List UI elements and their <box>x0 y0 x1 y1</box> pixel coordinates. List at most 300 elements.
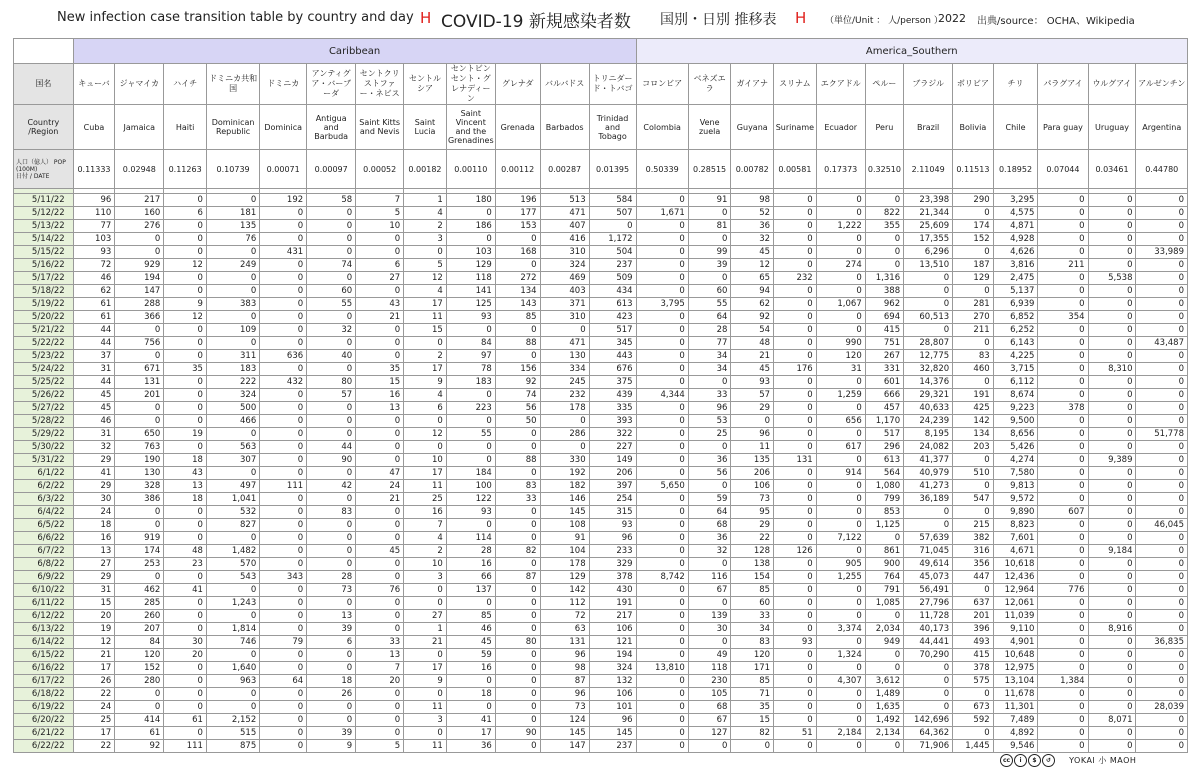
value-cell: 0 <box>404 415 447 428</box>
value-cell: 135 <box>206 220 259 233</box>
value-cell: 183 <box>446 376 495 389</box>
value-cell: 0 <box>446 597 495 610</box>
value-cell: 131 <box>540 636 589 649</box>
value-cell: 143 <box>495 298 540 311</box>
value-cell: 100 <box>446 480 495 493</box>
value-cell: 0 <box>164 662 207 675</box>
value-cell: 12 <box>404 272 447 285</box>
value-cell: 88 <box>495 454 540 467</box>
value-cell: 532 <box>206 506 259 519</box>
value-cell: 45 <box>731 363 774 376</box>
value-cell: 27 <box>404 610 447 623</box>
value-cell: 0 <box>115 402 164 415</box>
value-cell: 129 <box>540 571 589 584</box>
value-cell: 0 <box>774 246 817 259</box>
value-cell: 990 <box>816 337 865 350</box>
value-cell: 434 <box>589 285 636 298</box>
value-cell: 8,310 <box>1088 363 1136 376</box>
value-cell: 2,184 <box>816 727 865 740</box>
value-cell: 0 <box>1038 688 1088 701</box>
table-row <box>14 714 1188 727</box>
value-cell: 0 <box>446 519 495 532</box>
value-cell: 0 <box>206 467 259 480</box>
value-cell: 17 <box>404 363 447 376</box>
value-cell: 62 <box>73 285 115 298</box>
value-cell: 0 <box>206 194 259 207</box>
value-cell: 0 <box>164 610 207 623</box>
value-cell: 10 <box>356 220 404 233</box>
value-cell: 330 <box>540 454 589 467</box>
value-cell: 2 <box>404 220 447 233</box>
value-cell: 0 <box>816 519 865 532</box>
date-cell: 5/11/22 <box>14 194 74 207</box>
value-cell: 822 <box>865 207 903 220</box>
value-cell: 776 <box>1038 584 1088 597</box>
table-row <box>14 675 1188 688</box>
value-cell: 0 <box>1088 480 1136 493</box>
value-cell: 1,172 <box>589 233 636 246</box>
country-jp-header: セントルシア <box>404 64 447 105</box>
value-cell: 0 <box>1088 740 1136 753</box>
value-cell: 0 <box>356 324 404 337</box>
value-cell: 48 <box>731 337 774 350</box>
value-cell: 17 <box>73 662 115 675</box>
value-cell: 22 <box>73 688 115 701</box>
value-cell: 3 <box>404 233 447 246</box>
country-en-header: Vene zuela <box>688 105 731 150</box>
value-cell: 0 <box>865 246 903 259</box>
value-cell: 70,290 <box>904 649 953 662</box>
value-cell: 233 <box>589 545 636 558</box>
value-cell: 431 <box>260 246 307 259</box>
value-cell: 0 <box>307 220 356 233</box>
value-cell: 0 <box>1038 207 1088 220</box>
value-cell: 78 <box>446 363 495 376</box>
value-cell: 0 <box>774 376 817 389</box>
value-cell: 471 <box>540 207 589 220</box>
value-cell: 0 <box>260 454 307 467</box>
value-cell: 32,820 <box>904 363 953 376</box>
value-cell: 76 <box>356 584 404 597</box>
value-cell: 0 <box>495 675 540 688</box>
value-cell: 0 <box>495 649 540 662</box>
value-cell: 147 <box>115 285 164 298</box>
value-cell: 617 <box>816 441 865 454</box>
value-cell: 43 <box>164 467 207 480</box>
value-cell: 0 <box>1088 597 1136 610</box>
value-cell: 2,475 <box>993 272 1038 285</box>
value-cell: 0 <box>953 454 994 467</box>
value-cell: 32 <box>73 441 115 454</box>
value-cell: 0 <box>260 337 307 350</box>
value-cell: 24,239 <box>904 415 953 428</box>
value-cell: 55 <box>688 298 731 311</box>
value-cell: 56 <box>688 467 731 480</box>
value-cell: 237 <box>589 259 636 272</box>
value-cell: 88 <box>495 337 540 350</box>
value-cell: 0 <box>307 545 356 558</box>
value-cell: 18 <box>446 688 495 701</box>
value-cell: 0 <box>356 441 404 454</box>
date-cell: 5/18/22 <box>14 285 74 298</box>
value-cell: 0 <box>1088 519 1136 532</box>
value-cell: 382 <box>953 532 994 545</box>
value-cell: 191 <box>953 389 994 402</box>
value-cell: 0 <box>731 740 774 753</box>
country-en-header: Guyana <box>731 105 774 150</box>
value-cell: 0 <box>495 441 540 454</box>
value-cell: 126 <box>774 545 817 558</box>
value-cell: 12,964 <box>993 584 1038 597</box>
value-cell: 0 <box>206 246 259 259</box>
table-row <box>14 688 1188 701</box>
value-cell: 0 <box>953 246 994 259</box>
population-header: 0.00182 <box>404 150 447 189</box>
value-cell: 1,445 <box>953 740 994 753</box>
value-cell: 0 <box>307 246 356 259</box>
value-cell: 0 <box>816 545 865 558</box>
value-cell: 42 <box>307 480 356 493</box>
table-row <box>14 701 1188 714</box>
value-cell: 0 <box>1136 623 1188 636</box>
value-cell: 0 <box>774 194 817 207</box>
value-cell: 4,344 <box>636 389 688 402</box>
value-cell: 0 <box>495 584 540 597</box>
value-cell: 439 <box>589 389 636 402</box>
cc-icon: cc <box>1000 754 1013 767</box>
value-cell: 0 <box>115 519 164 532</box>
table-row <box>14 402 1188 415</box>
date-cell: 6/4/22 <box>14 506 74 519</box>
value-cell: 9,890 <box>993 506 1038 519</box>
value-cell: 0 <box>636 558 688 571</box>
value-cell: 52 <box>731 207 774 220</box>
value-cell: 0 <box>816 597 865 610</box>
value-cell: 0 <box>495 740 540 753</box>
corner-cell <box>14 39 74 64</box>
value-cell: 93 <box>774 636 817 649</box>
value-cell: 217 <box>115 194 164 207</box>
value-cell: 4,928 <box>993 233 1038 246</box>
table-row <box>14 467 1188 480</box>
value-cell: 416 <box>540 233 589 246</box>
value-cell: 671 <box>115 363 164 376</box>
value-cell: 87 <box>495 571 540 584</box>
population-header: 2.11049 <box>904 150 953 189</box>
value-cell: 601 <box>865 376 903 389</box>
value-cell: 0 <box>774 467 817 480</box>
value-cell: 92 <box>731 311 774 324</box>
value-cell: 0 <box>865 740 903 753</box>
value-cell: 0 <box>953 376 994 389</box>
value-cell: 98 <box>540 662 589 675</box>
value-cell: 18 <box>164 454 207 467</box>
value-cell: 43 <box>356 298 404 311</box>
value-cell: 0 <box>816 740 865 753</box>
value-cell: 5 <box>404 259 447 272</box>
country-jp-header: ブラジル <box>904 64 953 105</box>
value-cell: 0 <box>953 207 994 220</box>
value-cell: 0 <box>495 506 540 519</box>
value-cell: 0 <box>495 467 540 480</box>
nc-icon: $ <box>1028 754 1041 767</box>
value-cell: 0 <box>636 441 688 454</box>
value-cell: 190 <box>115 454 164 467</box>
value-cell: 0 <box>688 558 731 571</box>
value-cell: 1,170 <box>865 415 903 428</box>
value-cell: 0 <box>1088 246 1136 259</box>
value-cell: 296 <box>865 441 903 454</box>
population-header: 0.03461 <box>1088 150 1136 189</box>
date-cell: 6/8/22 <box>14 558 74 571</box>
population-header: 0.02948 <box>115 150 164 189</box>
value-cell: 13 <box>307 610 356 623</box>
value-cell: 0 <box>636 714 688 727</box>
value-cell: 0 <box>865 649 903 662</box>
value-cell: 13 <box>73 545 115 558</box>
value-cell: 223 <box>446 402 495 415</box>
value-cell: 0 <box>206 311 259 324</box>
value-cell: 83 <box>307 506 356 519</box>
value-cell: 105 <box>688 688 731 701</box>
value-cell: 23,398 <box>904 194 953 207</box>
value-cell: 96 <box>731 428 774 441</box>
value-cell: 196 <box>495 194 540 207</box>
value-cell: 55 <box>446 428 495 441</box>
value-cell: 45,073 <box>904 571 953 584</box>
value-cell: 584 <box>589 194 636 207</box>
value-cell: 0 <box>1088 467 1136 480</box>
value-cell: 16 <box>446 558 495 571</box>
value-cell: 9 <box>404 675 447 688</box>
date-cell: 6/15/22 <box>14 649 74 662</box>
source-label: 出典/source： OCHA、Wikipedia <box>977 16 1135 27</box>
value-cell: 0 <box>495 519 540 532</box>
value-cell: 0 <box>1038 493 1088 506</box>
value-cell: 0 <box>865 259 903 272</box>
value-cell: 29 <box>73 454 115 467</box>
value-cell: 0 <box>404 649 447 662</box>
value-cell: 57 <box>731 389 774 402</box>
value-cell: 17 <box>446 727 495 740</box>
value-cell: 33 <box>731 610 774 623</box>
population-header: 0.44780 <box>1136 150 1188 189</box>
value-cell: 33 <box>688 389 731 402</box>
value-cell: 32 <box>307 324 356 337</box>
value-cell: 131 <box>115 376 164 389</box>
value-cell: 791 <box>865 584 903 597</box>
value-cell: 77 <box>73 220 115 233</box>
value-cell: 0 <box>1136 480 1188 493</box>
value-cell: 41 <box>73 467 115 480</box>
value-cell: 0 <box>1038 220 1088 233</box>
region-america-southern: America_Southern <box>636 39 1187 64</box>
value-cell: 397 <box>589 480 636 493</box>
value-cell: 0 <box>1088 194 1136 207</box>
value-cell: 335 <box>589 402 636 415</box>
population-header: 0.07044 <box>1038 150 1088 189</box>
population-header: 0.50339 <box>636 150 688 189</box>
value-cell: 543 <box>206 571 259 584</box>
value-cell: 10 <box>404 558 447 571</box>
value-cell: 22 <box>731 532 774 545</box>
value-cell: 1,080 <box>865 480 903 493</box>
value-cell: 0 <box>636 415 688 428</box>
value-cell: 0 <box>774 610 817 623</box>
country-jp-header: ペルー <box>865 64 903 105</box>
value-cell: 0 <box>356 415 404 428</box>
subtitle-japanese: 国別・日別 推移表 <box>660 12 777 28</box>
value-cell: 0 <box>774 571 817 584</box>
value-cell: 0 <box>774 337 817 350</box>
value-cell: 0 <box>774 493 817 506</box>
value-cell: 129 <box>446 259 495 272</box>
value-cell: 0 <box>1038 467 1088 480</box>
value-cell: 676 <box>589 363 636 376</box>
value-cell: 0 <box>1038 636 1088 649</box>
value-cell: 5,426 <box>993 441 1038 454</box>
value-cell: 96 <box>688 402 731 415</box>
country-en-header: Barbados <box>540 105 589 150</box>
value-cell: 0 <box>307 558 356 571</box>
value-cell: 0 <box>260 532 307 545</box>
value-cell: 30 <box>73 493 115 506</box>
value-cell: 186 <box>446 220 495 233</box>
value-cell: 12,061 <box>993 597 1038 610</box>
table-row <box>14 493 1188 506</box>
value-cell: 18 <box>164 493 207 506</box>
date-cell: 5/30/22 <box>14 441 74 454</box>
value-cell: 85 <box>495 311 540 324</box>
value-cell: 58 <box>307 194 356 207</box>
value-cell: 237 <box>589 740 636 753</box>
country-jp-header: ガイアナ <box>731 64 774 105</box>
value-cell: 7,122 <box>816 532 865 545</box>
value-cell: 1,041 <box>206 493 259 506</box>
value-cell: 0 <box>1038 610 1088 623</box>
value-cell: 24,082 <box>904 441 953 454</box>
value-cell: 160 <box>115 207 164 220</box>
value-cell: 211 <box>1038 259 1088 272</box>
date-cell: 6/9/22 <box>14 571 74 584</box>
country-jp-header: チリ <box>993 64 1038 105</box>
value-cell: 0 <box>1088 727 1136 740</box>
value-cell: 0 <box>904 324 953 337</box>
country-en-header: Antigua and Barbuda <box>307 105 356 150</box>
value-cell: 25 <box>73 714 115 727</box>
value-cell: 366 <box>115 311 164 324</box>
value-cell: 324 <box>206 389 259 402</box>
value-cell: 0 <box>1088 441 1136 454</box>
value-cell: 0 <box>1038 623 1088 636</box>
value-cell: 17 <box>404 298 447 311</box>
value-cell: 0 <box>260 584 307 597</box>
date-cell: 6/3/22 <box>14 493 74 506</box>
value-cell: 22 <box>73 740 115 753</box>
table-row <box>14 441 1188 454</box>
date-cell: 6/22/22 <box>14 740 74 753</box>
value-cell: 46 <box>73 272 115 285</box>
value-cell: 201 <box>115 389 164 402</box>
value-cell: 0 <box>356 610 404 623</box>
value-cell: 1,814 <box>206 623 259 636</box>
value-cell: 34 <box>688 350 731 363</box>
country-en-header: Ecuador <box>816 105 865 150</box>
value-cell: 40 <box>307 350 356 363</box>
value-cell: 46 <box>73 415 115 428</box>
value-cell: 10,618 <box>993 558 1038 571</box>
value-cell: 0 <box>495 688 540 701</box>
value-cell: 0 <box>904 675 953 688</box>
value-cell: 0 <box>446 233 495 246</box>
value-cell: 0 <box>1038 246 1088 259</box>
value-cell: 0 <box>206 688 259 701</box>
value-cell: 0 <box>1038 519 1088 532</box>
value-cell: 0 <box>404 597 447 610</box>
value-cell: 383 <box>206 298 259 311</box>
value-cell: 0 <box>540 324 589 337</box>
value-cell: 0 <box>164 324 207 337</box>
value-cell: 90 <box>307 454 356 467</box>
value-cell: 4 <box>404 285 447 298</box>
value-cell: 0 <box>495 350 540 363</box>
country-en-header: Haiti <box>164 105 207 150</box>
value-cell: 0 <box>1136 727 1188 740</box>
country-jp-label: 国名 <box>14 64 74 105</box>
value-cell: 0 <box>164 415 207 428</box>
value-cell: 0 <box>816 194 865 207</box>
footer <box>1000 750 1190 768</box>
value-cell: 0 <box>1088 558 1136 571</box>
value-cell: 0 <box>260 207 307 220</box>
value-cell: 28,807 <box>904 337 953 350</box>
value-cell: 0 <box>115 506 164 519</box>
value-cell: 0 <box>495 610 540 623</box>
value-cell: 0 <box>774 623 817 636</box>
table-row <box>14 350 1188 363</box>
value-cell: 0 <box>307 714 356 727</box>
value-cell: 56,491 <box>904 584 953 597</box>
value-cell: 68 <box>688 701 731 714</box>
value-cell: 0 <box>904 688 953 701</box>
value-cell: 0 <box>1136 285 1188 298</box>
value-cell: 0 <box>495 233 540 246</box>
value-cell: 67 <box>688 584 731 597</box>
value-cell: 71 <box>731 688 774 701</box>
value-cell: 18 <box>307 675 356 688</box>
value-cell: 112 <box>540 597 589 610</box>
value-cell: 11,039 <box>993 610 1038 623</box>
value-cell: 0 <box>356 714 404 727</box>
value-cell: 39 <box>307 623 356 636</box>
value-cell: 324 <box>540 259 589 272</box>
value-cell: 0 <box>774 584 817 597</box>
value-cell: 0 <box>1038 558 1088 571</box>
value-cell: 96 <box>540 688 589 701</box>
value-cell: 44 <box>73 376 115 389</box>
value-cell: 0 <box>636 545 688 558</box>
by-icon: i <box>1014 754 1027 767</box>
value-cell: 0 <box>1136 467 1188 480</box>
value-cell: 0 <box>307 519 356 532</box>
value-cell: 24 <box>73 506 115 519</box>
value-cell: 82 <box>731 727 774 740</box>
value-cell: 9,389 <box>1088 454 1136 467</box>
date-cell: 5/28/22 <box>14 415 74 428</box>
value-cell: 0 <box>260 740 307 753</box>
value-cell: 171 <box>731 662 774 675</box>
value-cell: 232 <box>774 272 817 285</box>
